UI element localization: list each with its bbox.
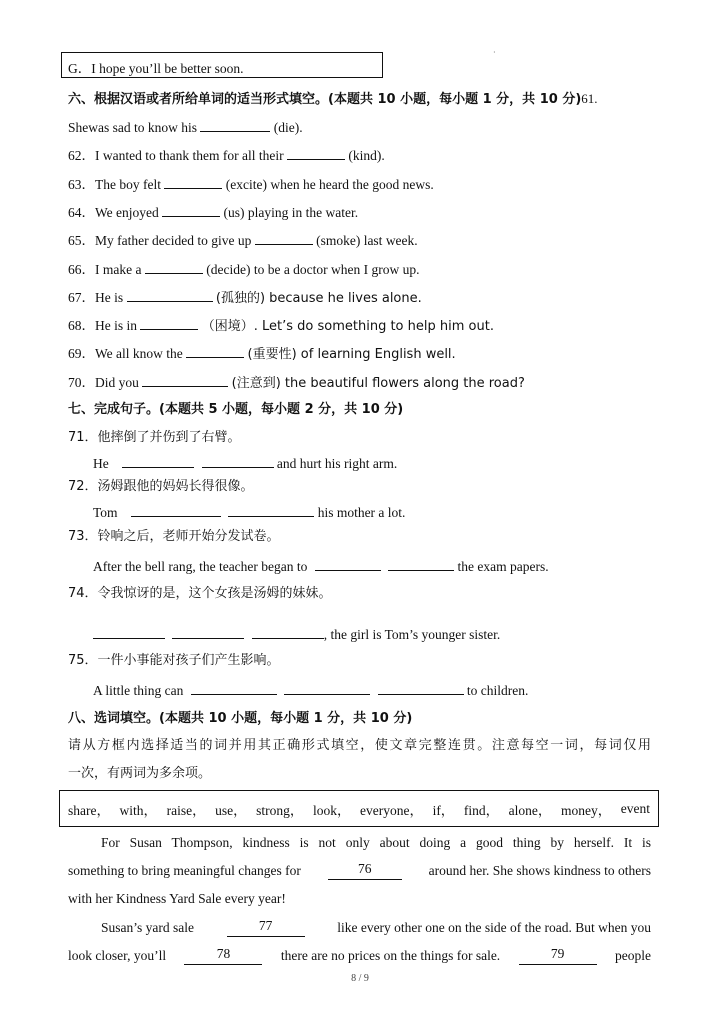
word-bank-item: use，	[215, 802, 247, 818]
passage-line1: For Susan Thompson, kindness is not only about doing a good thing by herself. It is	[101, 835, 651, 850]
passage-line3: with her Kindness Yard Sale every year!	[68, 891, 286, 906]
answer-blank[interactable]	[140, 316, 198, 330]
question-number: 61.	[581, 91, 598, 106]
answer-blank[interactable]	[127, 288, 213, 302]
answer-blank[interactable]	[378, 681, 464, 695]
word-bank-item: everyone，	[360, 802, 424, 818]
word-bank-item: raise，	[166, 802, 206, 818]
word-bank-item: money，	[560, 802, 612, 818]
blank-78[interactable]: 78	[184, 947, 262, 965]
question-72-cn: 72．汤姆跟他的妈妈长得很像。	[68, 479, 254, 494]
word-bank-item: alone，	[508, 802, 552, 818]
word-bank-item: if，	[432, 802, 455, 818]
answer-blank[interactable]	[202, 454, 274, 468]
answer-blank[interactable]	[200, 118, 270, 132]
passage-line4: Susan’s yard sale 77 like every other one on the side of the road. But when you	[101, 918, 651, 935]
answer-blank[interactable]	[186, 344, 244, 358]
answer-blank[interactable]	[284, 681, 370, 695]
question-67: 67．He is (孤独的) because he lives alone.	[68, 290, 422, 306]
option-g-box	[61, 52, 383, 78]
answer-blank[interactable]	[191, 681, 277, 695]
question-73-en: After the bell rang, the teacher began to the exam papers.	[93, 559, 549, 574]
question-71-cn: 71．他摔倒了并伤到了右臂。	[68, 430, 241, 445]
answer-blank[interactable]	[228, 503, 314, 517]
answer-blank[interactable]	[255, 231, 313, 245]
question-62: 62．I wanted to thank them for all their (kind).	[68, 148, 385, 163]
question-61: Shewas sad to know his (die).	[68, 120, 303, 135]
section6-title: 六、根据汉语或者所给单词的适当形式填空。(本题共 10 小题，每小题 1 分，共 10 分)61.	[68, 91, 598, 107]
answer-blank[interactable]	[131, 503, 221, 517]
question-64: 64．We enjoyed (us) playing in the water.	[68, 205, 359, 220]
word-bank-box	[59, 790, 659, 827]
passage-line5: look closer, you’ll 78 there are no prices on the things for sale. 79 people	[68, 946, 651, 963]
answer-blank[interactable]	[122, 454, 194, 468]
page-number: 8 / 9	[351, 973, 369, 984]
question-75-en: A little thing can to children.	[93, 683, 529, 698]
question-65: 65．My father decided to give up (smoke) last week.	[68, 233, 418, 248]
blank-77[interactable]: 77	[227, 919, 305, 937]
question-74-en: , the girl is Tom’s younger sister.	[93, 625, 500, 644]
answer-blank[interactable]	[252, 625, 324, 639]
word-bank-item: event	[620, 800, 650, 816]
passage-line2: something to bring meaningful changes for 76 around her. She shows kindness to others	[68, 861, 651, 878]
question-69: 69．We all know the (重要性) of learning English well.	[68, 346, 456, 362]
word-bank-item: find，	[463, 802, 500, 818]
answer-blank[interactable]	[287, 146, 345, 160]
section8-instruction-line1: 请从方框内选择适当的词并用其正确形式填空，使文章完整连贯。注意每空一词，每词仅用	[68, 738, 651, 753]
question-70: 70．Did you (注意到) the beautiful flowers along the road?	[68, 375, 525, 391]
word-bank-item: look，	[312, 802, 351, 818]
answer-blank[interactable]	[164, 175, 222, 189]
question-75-cn: 75．一件小事能对孩子们产生影响。	[68, 653, 280, 668]
answer-blank[interactable]	[145, 260, 203, 274]
answer-blank[interactable]	[315, 557, 381, 571]
word-bank-item: with，	[119, 802, 158, 818]
section8-title: 八、选词填空。(本题共 10 小题，每小题 1 分，共 10 分)	[68, 711, 413, 726]
answer-blank[interactable]	[93, 625, 165, 639]
question-63: 63．The boy felt (excite) when he heard the good news.	[68, 177, 434, 192]
question-72-en: Tom his mother a lot.	[93, 505, 406, 520]
blank-79[interactable]: 79	[519, 947, 597, 965]
question-73-cn: 73．铃响之后，老师开始分发试卷。	[68, 529, 280, 544]
answer-blank[interactable]	[172, 625, 244, 639]
question-68: 68．He is in （困境）. Let’s do something to help him out.	[68, 318, 494, 334]
option-g-text: G．I hope you’ll be better soon.	[68, 61, 244, 76]
word-bank-item: share，	[68, 802, 110, 818]
word-bank-item: strong，	[256, 802, 304, 818]
question-74-cn: 74．令我惊讶的是，这个女孩是汤姆的妹妹。	[68, 586, 332, 601]
answer-blank[interactable]	[162, 203, 220, 217]
blank-76[interactable]: 76	[328, 862, 402, 880]
question-66: 66．I make a (decide) to be a doctor when I grow up.	[68, 262, 420, 277]
answer-blank[interactable]	[142, 373, 228, 387]
stray-dot: ·	[493, 48, 496, 57]
answer-blank[interactable]	[388, 557, 454, 571]
section8-instruction-line2: 一次，有两词为多余项。	[68, 766, 212, 781]
section7-title: 七、完成句子。(本题共 5 小题，每小题 2 分，共 10 分)	[68, 402, 404, 417]
question-71-en: He and hurt his right arm.	[93, 456, 398, 471]
